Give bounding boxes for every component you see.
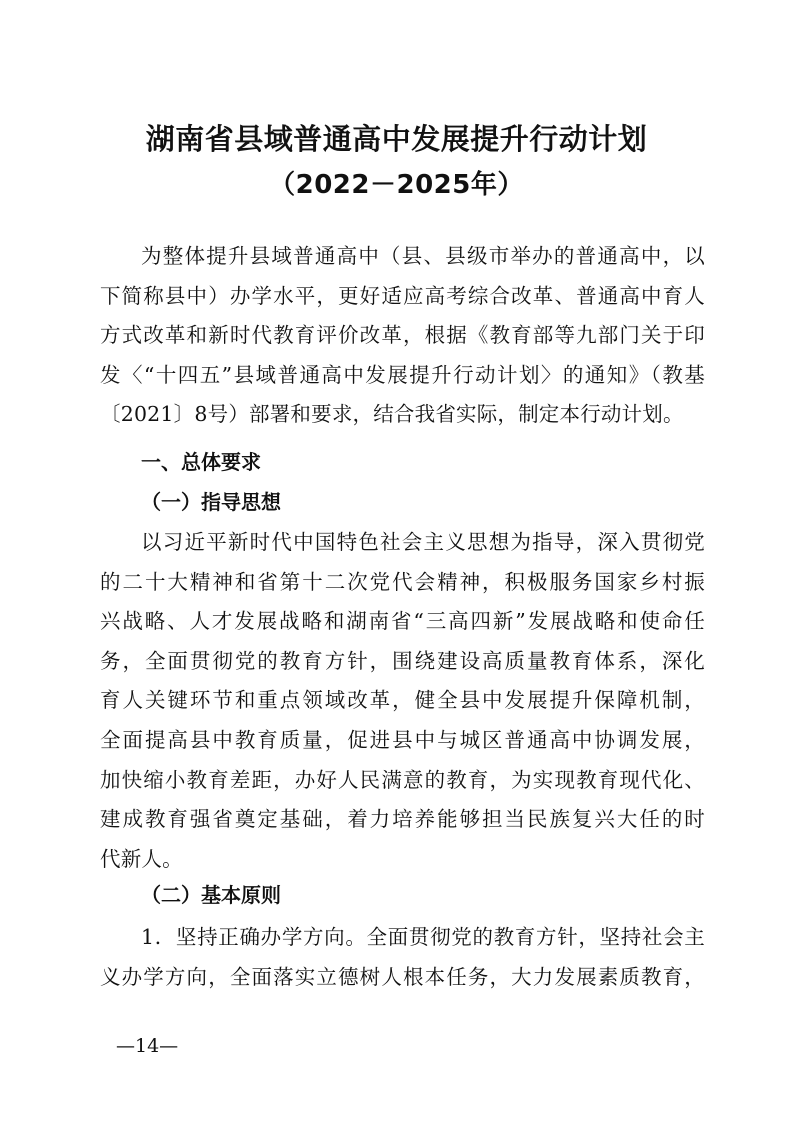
paragraph-line: 的二十大精神和省第十二次党代会精神，积极服务国家乡村振 [100,569,705,594]
subsection-heading: （二）基本原则 [141,883,281,907]
paragraph-line: 兴战略、人才发展战略和湖南省“三高四新”发展战略和使命任 [100,609,705,634]
paragraph-line: 下简称县中）办学水平，更好适应高考综合改革、普通高中育人 [100,283,705,308]
section-heading: 一、总体要求 [141,450,261,474]
paragraph-line: 方式改革和新时代教育评价改革，根据《教育部等九部门关于印 [100,323,705,348]
paragraph-line: 全面提高县中教育质量，促进县中与城区普通高中协调发展， [100,727,705,752]
paragraph-line: 发〈“十四五”县域普通高中发展提升行动计划〉的通知》（教基 [100,362,705,387]
subsection-heading: （一）指导思想 [141,490,281,514]
paragraph-line: 代新人。 [100,846,183,871]
principles-paragraph [100,918,705,997]
paragraph-line: 〔2021〕8号）部署和要求，结合我省实际，制定本行动计划。 [100,402,684,427]
paragraph-line: 为整体提升县域普通高中（县、县级市举办的普通高中，以 [141,244,705,268]
page-number: —14— [116,1035,179,1057]
intro-paragraph [100,237,705,435]
guiding-ideology-paragraph [100,523,705,879]
paragraph-line: 义办学方向，全面落实立德树人根本任务，大力发展素质教育， [100,964,705,989]
paragraph-line: 1．坚持正确办学方向。全面贯彻党的教育方针，坚持社会主 [141,925,705,949]
paragraph-line: 育人关键环节和重点领域改革，健全县中发展提升保障机制， [100,688,705,713]
paragraph-line: 以习近平新时代中国特色社会主义思想为指导，深入贯彻党 [141,530,705,554]
paragraph-line: 建成教育强省奠定基础，着力培养能够担当民族复兴大任的时 [100,807,705,832]
paragraph-line: 务，全面贯彻党的教育方针，围绕建设高质量教育体系，深化 [100,648,705,673]
paragraph-line: 加快缩小教育差距，办好人民满意的教育，为实现教育现代化、 [100,767,705,792]
document-title: 湖南省县域普通高中发展提升行动计划 [145,122,648,156]
document-subtitle-years: （2022－2025年） [269,170,524,200]
